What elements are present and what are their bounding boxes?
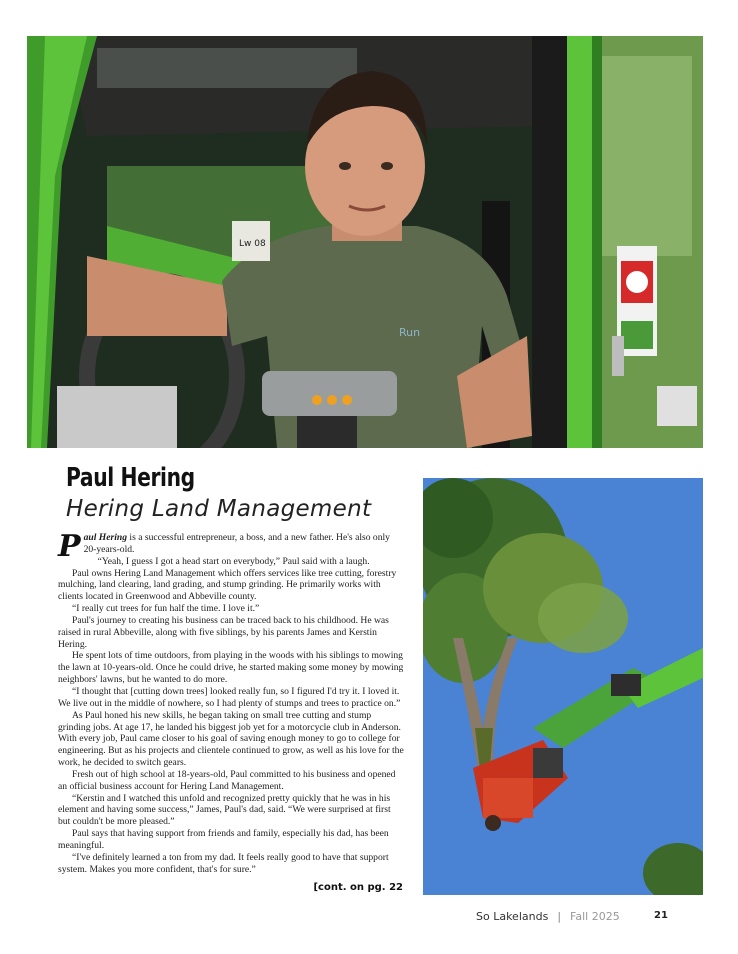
profile-name: Paul Hering bbox=[66, 463, 195, 493]
article-paragraph: “I really cut trees for fun half the time. I love it.” bbox=[72, 603, 260, 615]
footer-separator: | bbox=[557, 910, 562, 923]
article-paragraph: “I thought that [cutting down trees] looked really fun, so I figured I'd try it. I loved it. We live out in the middle of nowhere, so I had plenty of stumps and trees to practice on.” bbox=[58, 685, 401, 709]
shirt-logo-text: Run bbox=[399, 326, 421, 339]
drop-cap: P bbox=[58, 529, 81, 564]
article-paragraph: Paul's journey to creating his business can be traced back to his childhood. He was raised in rural Abbeville, along with five siblings, by his parents James and Kerstin Hering. bbox=[58, 614, 389, 650]
cab-sticker-text: Lw 08 bbox=[239, 239, 266, 249]
company-name: Hering Land Management bbox=[66, 496, 372, 522]
magazine-name: So Lakelands bbox=[476, 910, 549, 923]
paragraph-text: is a successful entrepreneur, a boss, and a new father. He's also only 20-years-old. bbox=[83, 532, 390, 555]
page-footer bbox=[476, 910, 668, 923]
hero-photo bbox=[27, 36, 703, 448]
article-paragraph: Paul owns Hering Land Management which offers services like tree cutting, forestry mulching, land clearing, land grading, and stump grinding. He primarily works with clients located in Greenwood and Abbeville county. bbox=[58, 567, 397, 603]
article-paragraph: “Kerstin and I watched this unfold and recognized pretty quickly that he was in his element and having some success,” James, Paul's dad, said. “We were surprised at first but couldn't be more pleased.” bbox=[58, 792, 391, 828]
issue-label: Fall 2025 bbox=[570, 910, 620, 923]
continued-link[interactable]: [cont. on pg. 22 bbox=[313, 882, 403, 893]
article-paragraph: “I've definitely learned a ton from my dad. It feels really good to have that support system. Makes you more confident, that's for sure.” bbox=[58, 851, 389, 875]
page-number: 21 bbox=[654, 910, 668, 921]
article-body bbox=[58, 529, 404, 875]
article-paragraph: Paul says that having support from friends and family, especially his dad, has been meaningful. bbox=[58, 828, 389, 851]
article-paragraph: As Paul honed his new skills, he began taking on small tree cutting and stump grinding jobs. At age 17, he landed his biggest job yet for a motorcycle club in Anderson. With every job, Paul came closer to his goal of saving enough money to go to college for engineering. But as his projects and clientele continued to grow, as well as his love for the work, he decided to switch gears. bbox=[58, 709, 404, 769]
article-paragraph: “Yeah, I guess I got a head start on everybody,” Paul said with a laugh. bbox=[97, 555, 370, 567]
hero-photo-illustration bbox=[27, 36, 703, 448]
tree-photo bbox=[423, 478, 703, 895]
tree-photo-illustration bbox=[423, 478, 703, 895]
article-paragraph: Fresh out of high school at 18-years-old, Paul committed to his business and opened an official business account for Hering Land Management. bbox=[58, 768, 396, 792]
article-paragraph: He spent lots of time outdoors, from playing in the woods with his siblings to mowing the lawn at 10-years-old. Once he could drive, he started making some money by mowing neighbors' lawns, but he wanted to do more. bbox=[58, 650, 404, 686]
lead-in: aul Hering bbox=[83, 532, 128, 543]
